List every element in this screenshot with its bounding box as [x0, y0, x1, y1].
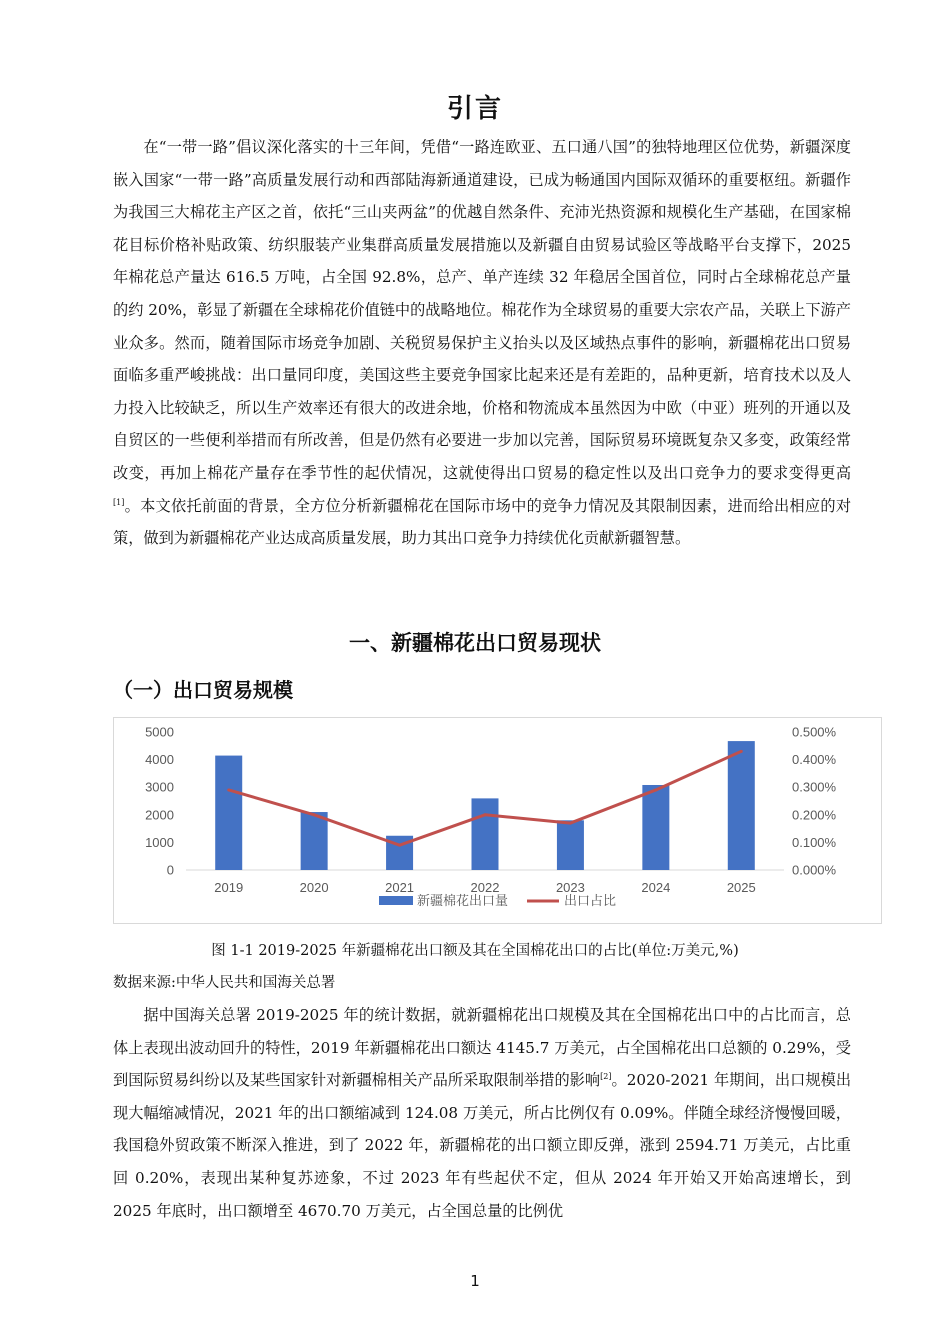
- share-point-2021: [398, 844, 401, 847]
- body-text-1: 据中国海关总署 2019-2025 年的统计数据，就新疆棉花出口规模及其在全国棉花出口中的占比而言，总体上表现出波动回升的特性，2019 年新疆棉花出口额达 4145.7 万美元，占全国棉花出口总额的 0.29%，受到国际贸易纠纷以及某些国家针对新疆棉相关产品所采取限制举措的影响: [113, 1006, 851, 1090]
- legend-bar-label: 新疆棉花出口量: [417, 894, 509, 909]
- legend-line-label: 出口占比: [564, 894, 617, 909]
- y-left-tick-label: 2000: [145, 807, 174, 823]
- y-left-tick-label: 5000: [145, 724, 174, 740]
- data-source: 数据来源:中华人民共和国海关总署: [113, 975, 336, 991]
- x-tick-label: 2019: [214, 880, 244, 895]
- x-tick-label: 2023: [555, 880, 585, 895]
- chart-svg: [114, 718, 881, 923]
- share-point-2025: [740, 750, 743, 753]
- y-right-tick-label: 0.500%: [792, 724, 837, 740]
- legend-bar-swatch: [379, 896, 413, 905]
- export-chart: [113, 717, 882, 924]
- x-tick-label: 2020: [299, 880, 329, 895]
- intro-text-1: 在“一带一路”倡议深化落实的十三年间，凭借“一路连欧亚、五口通八国”的独特地理区位优势，新疆深度嵌入国家“一带一路”高质量发展行动和西部陆海新通道建设，已成为畅通国内国际双循环的重要枢纽。新疆作为我国三大棉花主产区之首，依托“三山夹两盆”的优越自然条件、充沛光热资源和规模化生产基础，在国家棉花目标价格补贴政策、纺织服装产业集群高质量发展措施以及新疆自由贸易试验区等战略平台支撑下，2025 年棉花总产量达 616.5 万吨，占全国 92.8%，总产、单产连续 32 年稳居全国首位，同时占全球棉花总产量的约 20%，彰显了新疆在全球棉花价值链中的战略地位。棉花作为全球贸易的重要大宗农产品，关联上下游产业众多。然而，随着国际市场竞争加剧、关税贸易保护主义抬头以及区域热点事件的影响，新疆棉花出口贸易面临多重严峻挑战：出口量同印度，美国这些主要竞争国家比起来还是有差距的，品种更新，培育技术以及人力投入比较缺乏，所以生产效率还有很大的改进余地，价格和物流成本虽然因为中欧（中亚）班列的开通以及自贸区的一些便利举措而有所改善，但是仍然有必要进一步加以完善，国际贸易环境既复杂又多变，政策经常改变，再加上棉花产量存在季节性的起伏情况，这就使得出口贸易的稳定性以及出口竞争力的要求变得更高: [113, 138, 851, 482]
- page-number: 1: [470, 1272, 480, 1290]
- body-paragraph: [113, 999, 851, 1227]
- figure-caption: 图 1-1 2019-2025 年新疆棉花出口额及其在全国棉花出口的占比(单位:万美元,%): [211, 943, 739, 959]
- page-title: 引言: [446, 94, 503, 124]
- share-point-2020: [313, 813, 316, 816]
- citation-2[interactable]: [2]: [600, 1072, 612, 1082]
- citation-1[interactable]: [1]: [113, 497, 125, 507]
- y-right-tick-label: 0.200%: [792, 807, 837, 823]
- bar-2023: [557, 820, 584, 870]
- y-right-tick-label: 0.100%: [792, 834, 837, 850]
- bar-2020: [301, 812, 328, 870]
- bar-2022: [472, 798, 499, 870]
- share-point-2024: [654, 788, 657, 791]
- x-tick-label: 2024: [641, 880, 671, 895]
- y-left-tick-label: 3000: [145, 779, 174, 795]
- body-text-2: 。2020-2021 年期间，出口规模出现大幅缩减情况，2021 年的出口额缩减到 124.08 万美元，所占比例仅有 0.09%。伴随全球经济慢慢回暖，我国稳外贸政策不断深入推进，到了 2022 年，新疆棉花的出口额立即反弹，涨到 2594.71 万美元，占比重回 0.20%，表现出某种复苏迹象，不过 2023 年有些起伏不定，但从 2024 年开始又开始高速增长，到 2025 年底时，出口额增至 4670.70 万美元，占全国总量的比例优: [113, 1071, 852, 1220]
- intro-paragraph: [113, 131, 851, 555]
- share-point-2023: [569, 822, 572, 825]
- y-right-tick-label: 0.400%: [792, 752, 837, 768]
- bar-2025: [728, 741, 755, 870]
- x-tick-label: 2025: [726, 880, 756, 895]
- y-left-tick-label: 4000: [145, 752, 174, 768]
- bar-2024: [642, 785, 669, 870]
- y-left-tick-label: 0: [166, 862, 174, 878]
- bar-2019: [215, 756, 242, 870]
- y-left-tick-label: 1000: [145, 834, 174, 850]
- share-point-2019: [227, 788, 230, 791]
- y-right-tick-label: 0.300%: [792, 779, 837, 795]
- x-tick-label: 2022: [470, 880, 500, 895]
- y-right-tick-label: 0.000%: [792, 862, 837, 878]
- section-heading: 一、新疆棉花出口贸易现状: [349, 631, 601, 655]
- x-tick-label: 2021: [385, 880, 415, 895]
- intro-text-2: 。本文依托前面的背景，全方位分析新疆棉花在国际市场中的竞争力情况及其限制因素，进而给出相应的对策，做到为新疆棉花产业达成高质量发展，助力其出口竞争力持续优化贡献新疆智慧。: [113, 496, 851, 548]
- subsection-heading: （一）出口贸易规模: [113, 678, 293, 702]
- share-point-2022: [484, 813, 487, 816]
